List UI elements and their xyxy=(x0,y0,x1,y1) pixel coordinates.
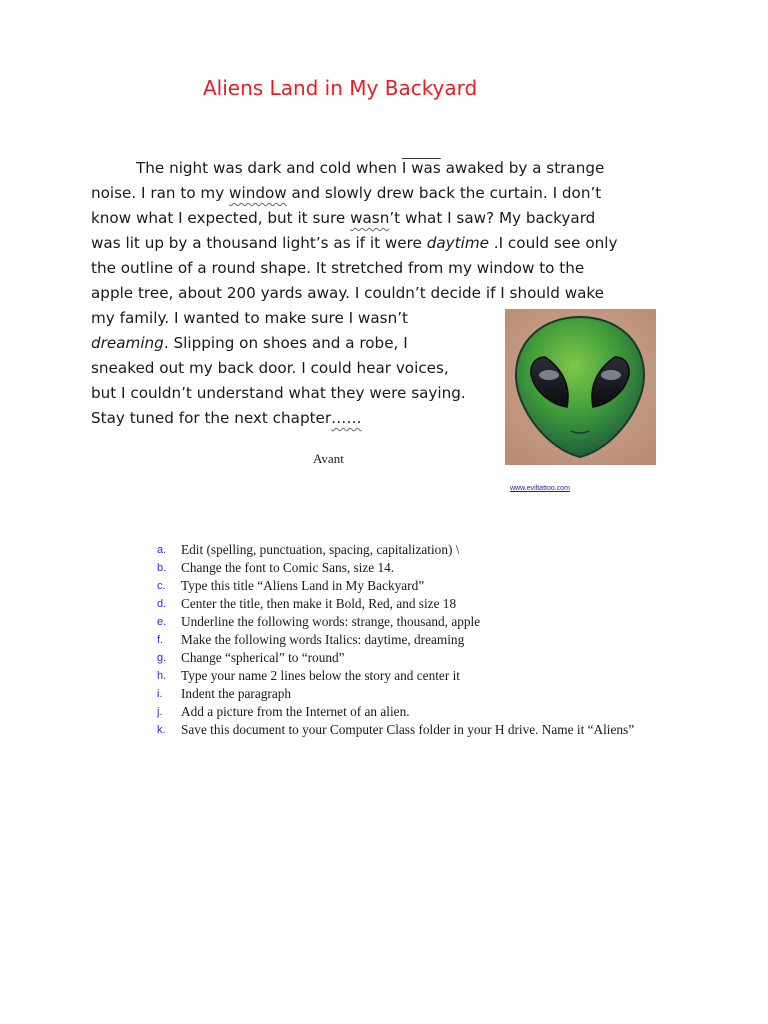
story-text: . Slipping on shoes and a robe, I xyxy=(163,334,408,352)
story-text-italic: daytime xyxy=(426,234,489,252)
instruction-text: Save this document to your Computer Class folder in your H drive. Name it “Aliens” xyxy=(181,722,635,737)
story-line-6: apple tree, about 200 yards away. I couldn’t decide if I should wake xyxy=(91,284,605,302)
list-marker: c. xyxy=(157,580,166,592)
alien-head-icon xyxy=(505,309,656,465)
story-line-8 xyxy=(91,331,408,356)
list-marker: k. xyxy=(157,724,166,736)
story-text: ’t what I saw? My backyard xyxy=(389,209,596,227)
story-line-2 xyxy=(91,181,601,206)
alien-picture xyxy=(505,309,656,465)
list-marker: e. xyxy=(157,616,167,628)
instruction-text: Type this title “Aliens Land in My Backyard” xyxy=(181,578,425,593)
instruction-text: Indent the paragraph xyxy=(181,686,292,701)
author-name: Avant xyxy=(313,451,344,466)
image-credit-link[interactable]: www.eviltattoo.com xyxy=(510,485,570,492)
story-text: and slowly drew back the curtain. I don’t xyxy=(286,184,602,202)
list-marker: d. xyxy=(157,598,167,610)
story-text-flagged: …… xyxy=(331,409,362,427)
instruction-text: Underline the following words: strange, thousand, apple xyxy=(181,614,481,629)
instruction-item xyxy=(155,595,661,613)
instruction-item xyxy=(155,721,661,739)
instruction-item xyxy=(155,559,661,577)
story-text-flagged: wasn xyxy=(350,209,390,227)
story-text: .I could see only xyxy=(488,234,618,252)
story-text: noise. I ran to my xyxy=(91,184,230,202)
story-text: The night was dark and cold when xyxy=(136,159,402,177)
story-text: know what I expected, but it sure xyxy=(91,209,351,227)
story-text: awaked by a strange xyxy=(440,159,605,177)
instruction-item xyxy=(155,685,661,703)
instruction-text: Add a picture from the Internet of an alien. xyxy=(181,704,410,719)
instruction-item xyxy=(155,649,661,667)
list-marker: b. xyxy=(157,562,167,574)
story-line-9: sneaked out my back door. I could hear voices, xyxy=(91,359,449,377)
story-line-10: but I couldn’t understand what they were saying. xyxy=(91,384,466,402)
list-marker: a. xyxy=(157,544,167,556)
instruction-item xyxy=(155,667,661,685)
instruction-item xyxy=(155,631,661,649)
story-line-4 xyxy=(91,231,617,256)
list-marker: i. xyxy=(157,688,163,700)
instruction-text: Type your name 2 lines below the story and center it xyxy=(181,668,460,683)
instruction-item xyxy=(155,613,661,631)
story-text: Stay tuned for the next chapter xyxy=(91,409,332,427)
list-marker: g. xyxy=(157,652,167,664)
instruction-text: Change “spherical” to “round” xyxy=(181,650,345,665)
story-line-3 xyxy=(91,206,595,231)
list-marker: f. xyxy=(157,634,164,646)
story-line-7: my family. I wanted to make sure I wasn’t xyxy=(91,309,408,327)
story-line-5: the outline of a round shape. It stretched from my window to the xyxy=(91,259,585,277)
story-text-flagged: I was xyxy=(401,159,441,177)
story-line-11 xyxy=(91,406,362,431)
instruction-item xyxy=(155,577,661,595)
instruction-text: Change the font to Comic Sans, size 14. xyxy=(181,560,395,575)
instruction-text: Edit (spelling, punctuation, spacing, capitalization) \ xyxy=(181,542,460,557)
list-marker: j. xyxy=(157,706,163,718)
instruction-list xyxy=(155,541,661,739)
instruction-text: Make the following words Italics: daytime, dreaming xyxy=(181,632,465,647)
instruction-text: Center the title, then make it Bold, Red, and size 18 xyxy=(181,596,457,611)
document-title: Aliens Land in My Backyard xyxy=(203,76,478,100)
list-marker: h. xyxy=(157,670,167,682)
story-text-flagged: window xyxy=(229,184,287,202)
story-text: was lit up by a thousand light’s as if it were xyxy=(91,234,427,252)
story-line-1 xyxy=(136,156,604,181)
story-text-italic: dreaming xyxy=(91,334,164,352)
instruction-item xyxy=(155,541,661,559)
instruction-item xyxy=(155,703,661,721)
